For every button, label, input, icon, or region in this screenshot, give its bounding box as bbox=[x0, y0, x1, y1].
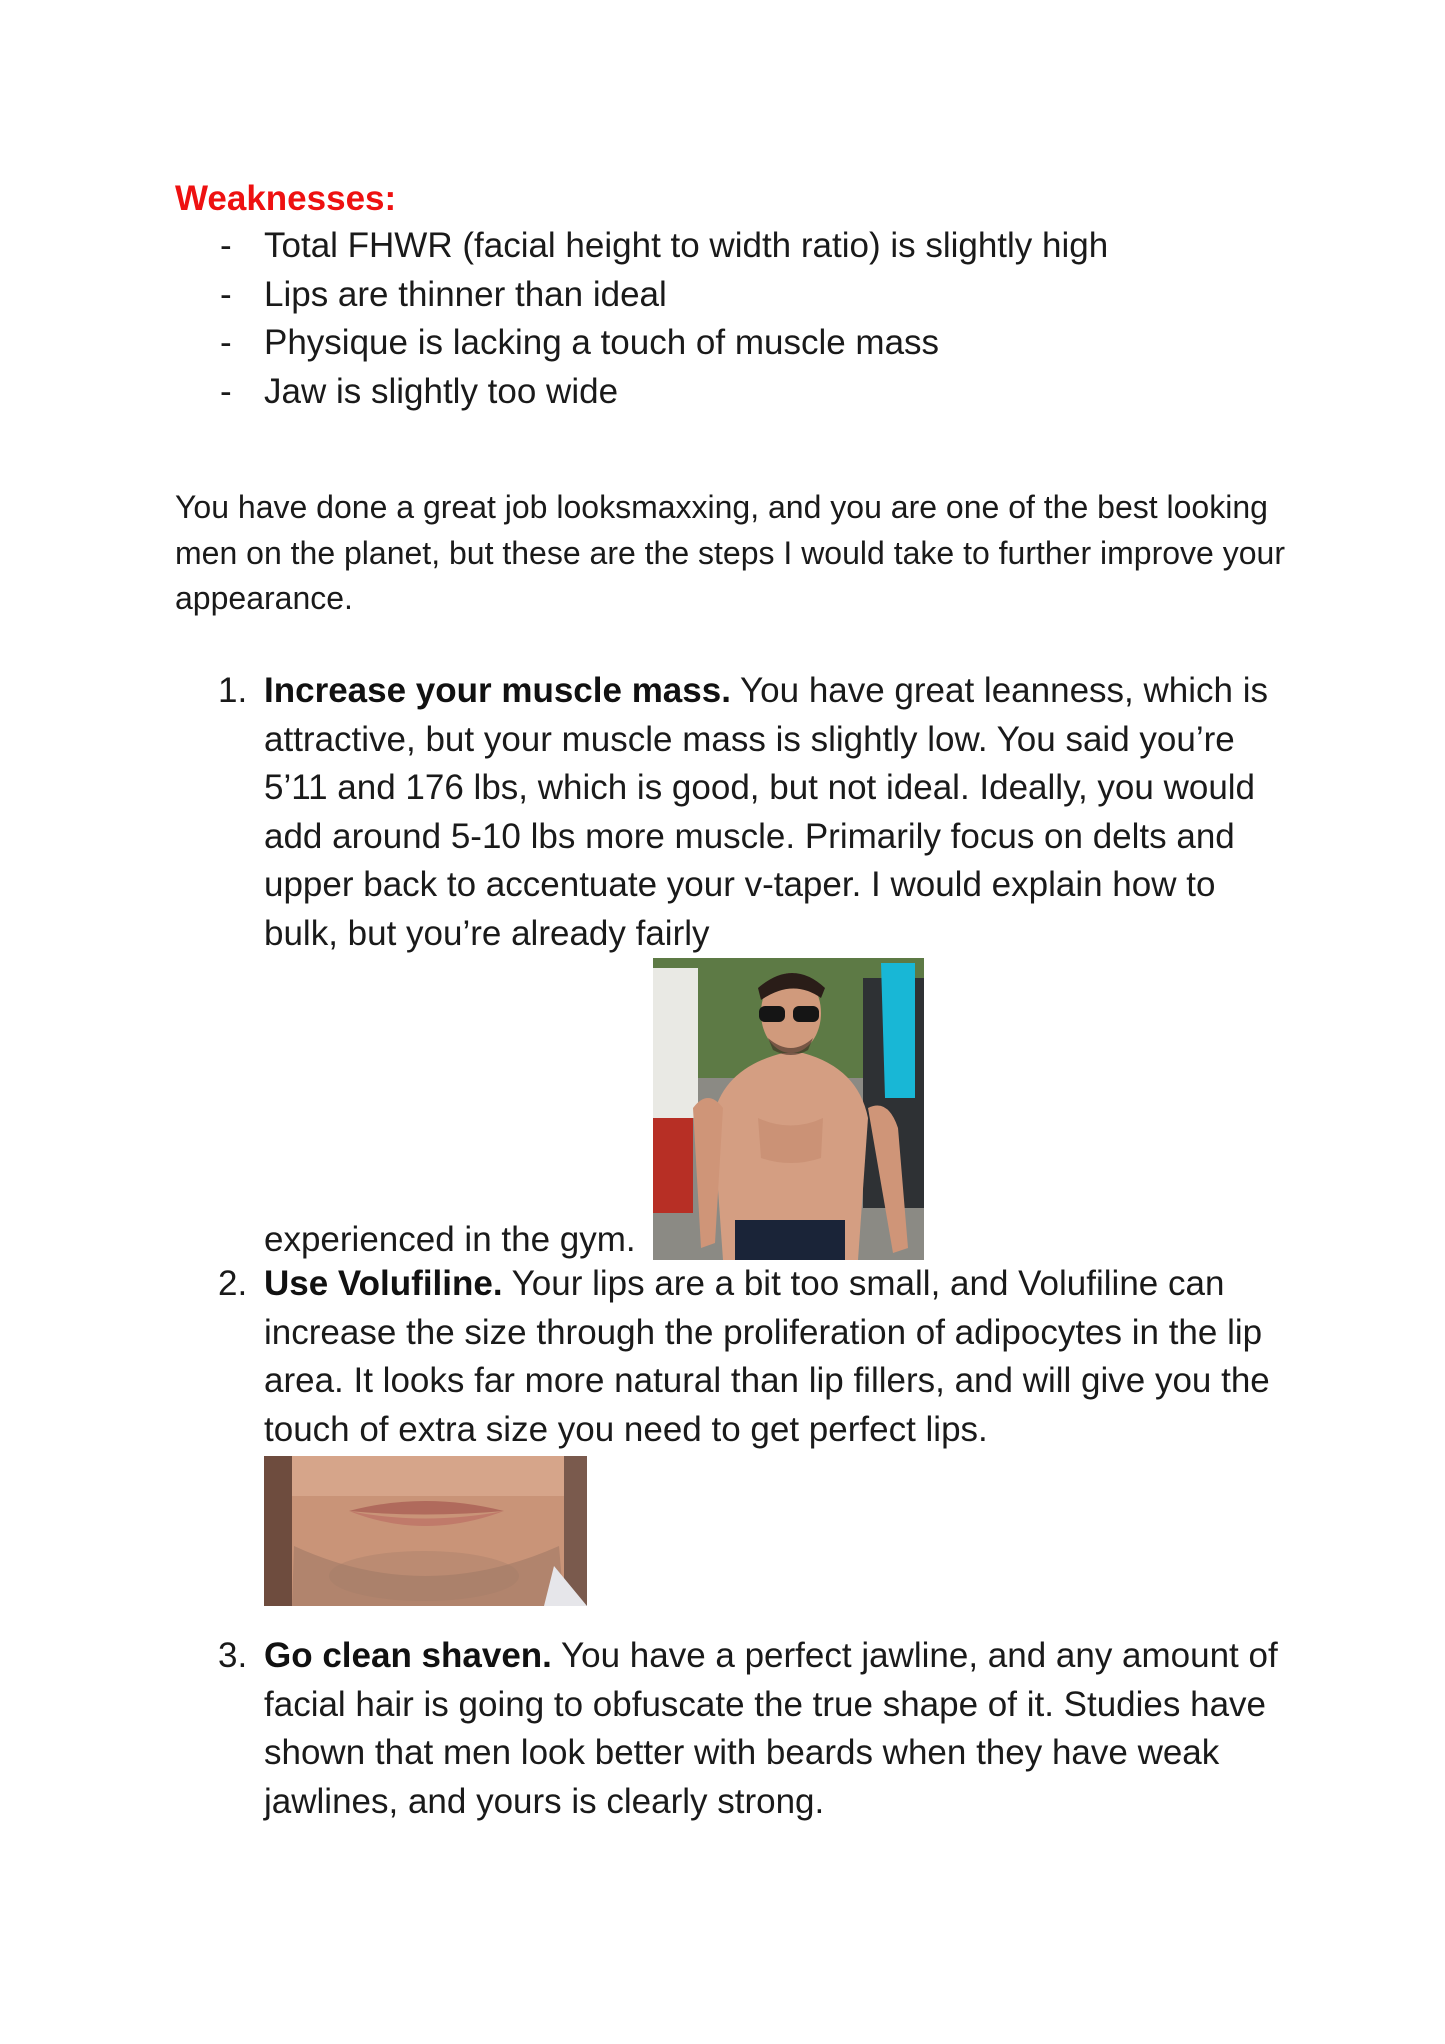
physique-photo-row bbox=[264, 958, 1295, 1260]
step-title: Increase your muscle mass. bbox=[264, 671, 731, 710]
bullet-marker: - bbox=[220, 226, 232, 265]
lips-photo bbox=[264, 1456, 587, 1606]
intro-paragraph: You have done a great job looksmaxxing, and you are one of the best looking men on the planet, but these are the steps I would take to further improve your appearance. bbox=[175, 489, 1285, 616]
weaknesses-heading: Weaknesses: bbox=[175, 179, 397, 218]
step-title: Use Volufiline. bbox=[264, 1264, 503, 1303]
list-item-text: Jaw is slightly too wide bbox=[264, 371, 619, 411]
step-body-text bbox=[264, 1264, 1270, 1449]
step-body: You have a perfect jawline, and any amount of facial hair is going to obfuscate the true shape of it. Studies have shown that men look better with beards when they have weak jawlines, and yours is clearly strong. bbox=[264, 1636, 1278, 1821]
list-item-text: Lips are thinner than ideal bbox=[264, 274, 667, 314]
list-item bbox=[175, 319, 1108, 368]
list-item-text: Physique is lacking a touch of muscle mass bbox=[264, 323, 940, 362]
step-number: 3. bbox=[218, 1636, 248, 1675]
lips-photo-row bbox=[264, 1456, 1295, 1614]
step-body: Your lips are a bit too small, and Volufiline can increase the size through the proliferation of adipocytes in the lip area. It looks far more natural than lip fillers, and will give you the touch of extra size you need to get perfect lips. bbox=[264, 1264, 1270, 1449]
list-item bbox=[175, 368, 1108, 417]
bullet-marker: - bbox=[220, 274, 232, 314]
bullet-marker: - bbox=[220, 371, 232, 411]
step-body-text bbox=[264, 671, 1268, 953]
list-item bbox=[175, 222, 1108, 271]
list-item bbox=[175, 271, 1108, 320]
steps-list bbox=[175, 667, 1295, 1826]
step-item bbox=[175, 667, 1295, 1260]
step-title: Go clean shaven. bbox=[264, 1636, 552, 1675]
step-item bbox=[175, 1632, 1295, 1826]
step-body: You have great leanness, which is attractive, but your muscle mass is slightly low. You said you’re 5’11 and 176 lbs, which is good, but not ideal. Ideally, you would add around 5-10 lbs more muscle. Primarily focus on delts and upper back to accentuate your v-taper. I would explain how to bulk, but you’re already fairly bbox=[264, 671, 1268, 953]
step-body-continuation: experienced in the gym. bbox=[264, 1219, 636, 1259]
step-body-text bbox=[264, 1636, 1278, 1821]
list-item-text: Total FHWR (facial height to width ratio) is slightly high bbox=[264, 226, 1109, 265]
weaknesses-list bbox=[175, 222, 1108, 416]
step-item bbox=[175, 1260, 1295, 1614]
step-number: 2. bbox=[218, 1264, 248, 1303]
bullet-marker: - bbox=[220, 323, 232, 362]
step-number: 1. bbox=[218, 671, 248, 710]
physique-photo bbox=[653, 958, 924, 1260]
